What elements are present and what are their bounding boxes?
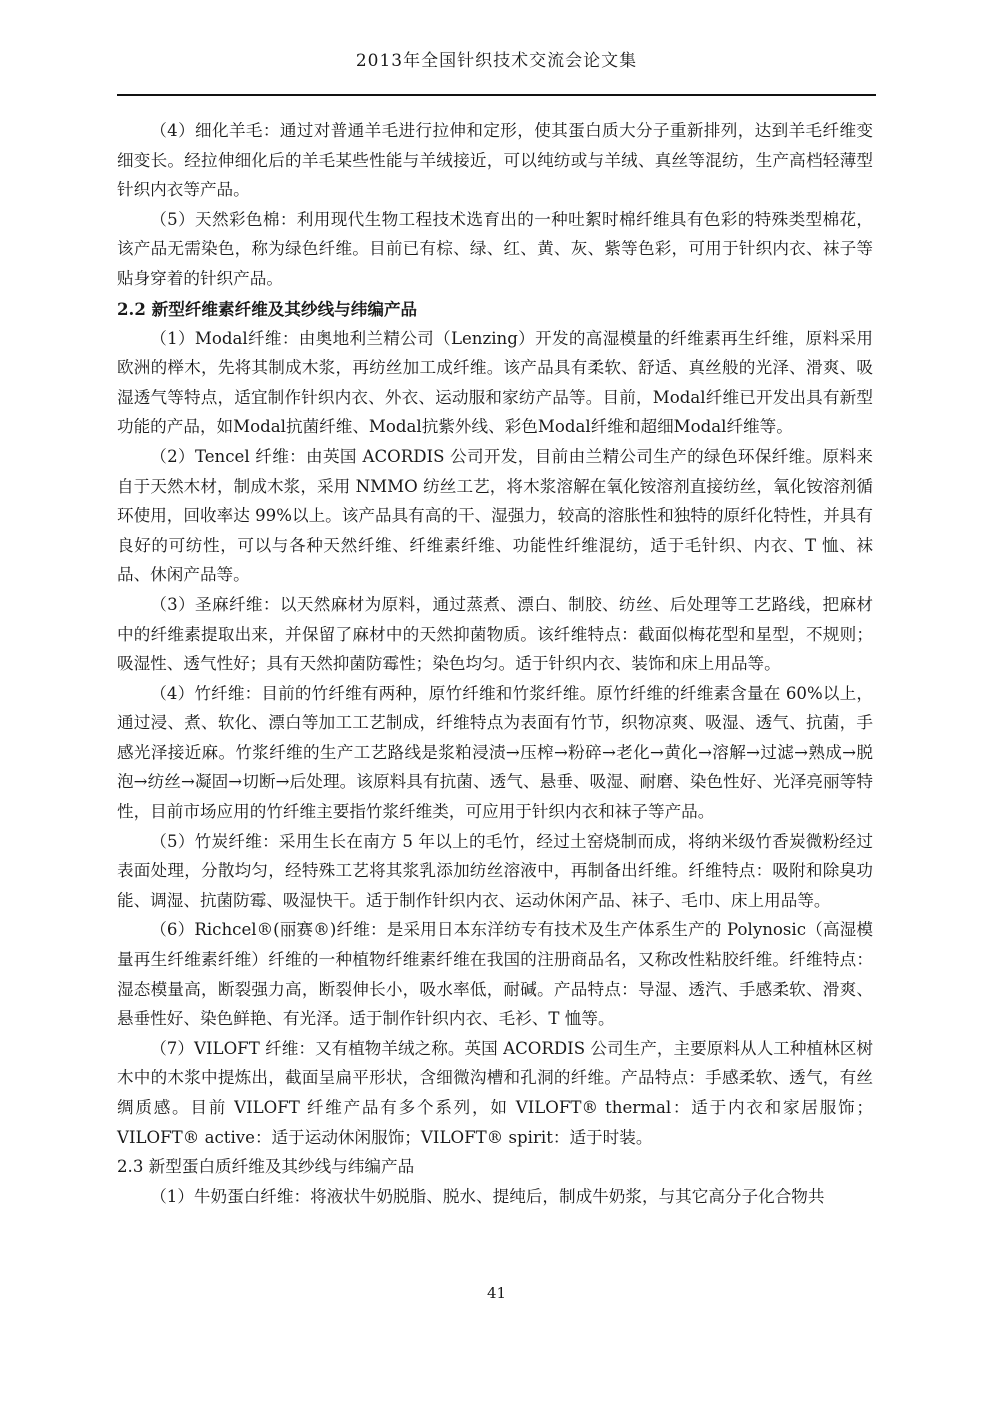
paragraph-viloft: （7）VILOFT 纤维：又有植物羊绒之称。英国 ACORDIS 公司生产，主要原料从人工种植林区树木中的木浆中提炼出，截面呈扁平形状，含细微沟槽和孔洞的纤维。产品特点：手感柔软、透气，有丝绸质感。目前 VILOFT 纤维产品有多个系列，如 VILOFT® thermal：适于内衣和家居服饰；VILOFT® active：适于运动休闲服饰；VILOFT® spirit：适于时装。 [117, 1038, 873, 1147]
paragraph-bamboo: （4）竹纤维：目前的竹纤维有两种，原竹纤维和竹浆纤维。原竹纤维的纤维素含量在 60%以上，通过浸、煮、软化、漂白等加工工艺制成，纤维特点为表面有竹节，织物凉爽、吸湿、透气、抗菌，手感光泽接近麻。竹浆纤维的生产工艺路线是浆粕浸渍→压榨→粉碎→老化→黄化→溶解→过滤→熟成→脱泡→纺丝→凝固→切断→后处理。该原料具有抗菌、透气、悬垂、吸湿、耐磨、染色性好、光泽亮丽等特性，目前市场应用的竹纤维主要指竹浆纤维类，可应用于针织内衣和袜子等产品。 [117, 683, 873, 822]
page-number: 41 [486, 1284, 507, 1302]
paragraph-tencel: （2）Tencel 纤维：由英国 ACORDIS 公司开发，目前由兰精公司生产的绿色环保纤维。原料来自于天然木材，制成木浆，采用 NMMO 纺丝工艺，将木浆溶解在氧化铵溶剂直接纺丝，氧化铵溶剂循环使用，回收率达 99%以上。该产品具有高的干、湿强力，较高的溶胀性和独特的原纤化特性，并具有良好的可纺性，可以与各种天然纤维、纤维素纤维、功能性纤维混纺，适于毛针织、内衣、T 恤、袜品、休闲产品等。 [117, 446, 873, 585]
running-header: 2013年全国针织技术交流会论文集 [355, 51, 638, 71]
body-text [117, 116, 873, 1212]
section-heading-2-2: 2.2 新型纤维素纤维及其纱线与纬编产品 [117, 298, 418, 319]
paragraph-natural-colored-cotton: （5）天然彩色棉：利用现代生物工程技术选育出的一种吐絮时棉纤维具有色彩的特殊类型棉花，该产品无需染色，称为绿色纤维。目前已有棕、绿、红、黄、灰、紫等色彩，可用于针织内衣、袜子等贴身穿着的针织产品。 [117, 209, 873, 288]
paragraph-milk-protein: （1）牛奶蛋白纤维：将液状牛奶脱脂、脱水、提纯后，制成牛奶浆，与其它高分子化合物共 [150, 1187, 825, 1207]
section-heading-2-3: 2.3 新型蛋白质纤维及其纱线与纬编产品 [117, 1157, 415, 1177]
paragraph-bamboo-charcoal: （5）竹炭纤维：采用生长在南方 5 年以上的毛竹，经过土窑烧制而成，将纳米级竹香炭微粉经过表面处理，分散均匀，经特殊工艺将其浆乳添加纺丝溶液中，再制备出纤维。纤维特点：吸附和除臭功能、调湿、抗菌防霉、吸湿快干。适于制作针织内衣、运动休闲产品、袜子、毛巾、床上用品等。 [117, 831, 873, 910]
paragraph-modal: （1）Modal纤维：由奥地利兰精公司（Lenzing）开发的高湿模量的纤维素再生纤维，原料采用欧洲的榉木，先将其制成木浆，再纺丝加工成纤维。该产品具有柔软、舒适、真丝般的光泽、滑爽、吸湿透气等特点，适宜制作针织内衣、外衣、运动服和家纺产品等。目前，Modal纤维已开发出具有新型功能的产品，如Modal抗菌纤维、Modal抗紫外线、彩色Modal纤维和超细Modal纤维等。 [117, 328, 873, 437]
paragraph-shengma: （3）圣麻纤维：以天然麻材为原料，通过蒸煮、漂白、制胶、纺丝、后处理等工艺路线，把麻材中的纤维素提取出来，并保留了麻材中的天然抑菌物质。该纤维特点：截面似梅花型和星型，不规则；吸湿性、透气性好；具有天然抑菌防霉性；染色均匀。适于针织内衣、装饰和床上用品等。 [117, 594, 873, 674]
paragraph-fine-wool: （4）细化羊毛：通过对普通羊毛进行拉伸和定形，使其蛋白质大分子重新排列，达到羊毛纤维变细变长。经拉伸细化后的羊毛某些性能与羊绒接近，可以纯纺或与羊绒、真丝等混纺，生产高档轻薄型针织内衣等产品。 [117, 121, 873, 200]
header-rule [117, 94, 876, 96]
paragraph-richcel: （6）Richcel®(丽赛®)纤维：是采用日本东洋纺专有技术及生产体系生产的 Polynosic（高湿模量再生纤维素纤维）纤维的一种植物纤维素纤维在我国的注册商品名，又称改性粘胶纤维。纤维特点：湿态模量高，断裂强力高，断裂伸长小，吸水率低，耐碱。产品特点：导湿、透汽、手感柔软、滑爽、悬垂性好、染色鲜艳、有光泽。适于制作针织内衣、毛衫、T 恤等。 [117, 920, 873, 1029]
